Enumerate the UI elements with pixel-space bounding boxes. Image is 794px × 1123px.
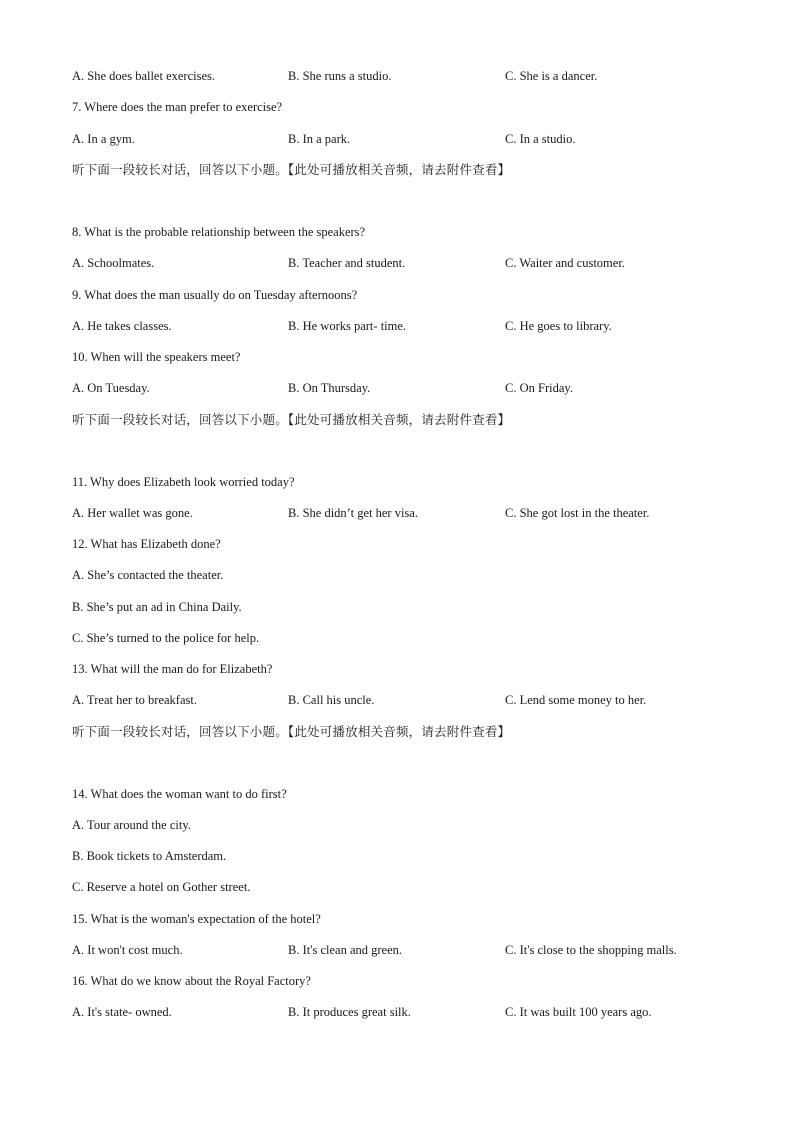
option-b: B. In a park.	[288, 132, 351, 146]
question-8: 8. What is the probable relationship between the speakers?	[72, 225, 366, 239]
question-10: 10. When will the speakers meet?	[72, 350, 241, 364]
option-a: A. He takes classes.	[72, 319, 172, 333]
audio-instruction: 听下面一段较长对话，回答以下小题。【此处可播放相关音频，请去附件查看】	[72, 162, 511, 177]
option-c: C. Lend some money to her.	[505, 693, 647, 707]
audio-instruction: 听下面一段较长对话，回答以下小题。【此处可播放相关音频，请去附件查看】	[72, 412, 511, 427]
option-a: A. It's state- owned.	[72, 1005, 172, 1019]
option-b: B. It's clean and green.	[288, 943, 403, 957]
question-13: 13. What will the man do for Elizabeth?	[72, 662, 273, 676]
option-a: A. Her wallet was gone.	[72, 506, 193, 520]
option-c: C. She’s turned to the police for help.	[72, 631, 260, 645]
question-11: 11. Why does Elizabeth look worried today?	[72, 475, 295, 489]
option-c: C. On Friday.	[505, 381, 573, 395]
option-b: B. She didn’t get her visa.	[288, 506, 418, 520]
option-c: C. Reserve a hotel on Gother street.	[72, 880, 251, 894]
option-c: C. She is a dancer.	[505, 69, 598, 83]
option-c: C. She got lost in the theater.	[505, 506, 650, 520]
audio-instruction: 听下面一段较长对话，回答以下小题。【此处可播放相关音频，请去附件查看】	[72, 724, 511, 739]
option-b: B. She runs a studio.	[288, 69, 392, 83]
question-9: 9. What does the man usually do on Tuesday afternoons?	[72, 288, 358, 302]
option-b: B. On Thursday.	[288, 381, 371, 395]
question-16: 16. What do we know about the Royal Factory?	[72, 974, 311, 988]
option-a: A. On Tuesday.	[72, 381, 150, 395]
option-c: C. It was built 100 years ago.	[505, 1005, 652, 1019]
question-12: 12. What has Elizabeth done?	[72, 537, 221, 551]
option-a: A. It won't cost much.	[72, 943, 183, 957]
option-a: A. She’s contacted the theater.	[72, 568, 224, 582]
question-7: 7. Where does the man prefer to exercise?	[72, 100, 283, 114]
option-a: A. She does ballet exercises.	[72, 69, 216, 83]
option-b: B. It produces great silk.	[288, 1005, 411, 1019]
option-a: A. Treat her to breakfast.	[72, 693, 197, 707]
option-b: B. Call his uncle.	[288, 693, 375, 707]
question-14: 14. What does the woman want to do first?	[72, 787, 287, 801]
option-b: B. She’s put an ad in China Daily.	[72, 600, 242, 614]
option-c: C. He goes to library.	[505, 319, 612, 333]
option-a: A. In a gym.	[72, 132, 135, 146]
option-a: A. Schoolmates.	[72, 256, 155, 270]
option-c: C. Waiter and customer.	[505, 256, 625, 270]
option-b: B. Book tickets to Amsterdam.	[72, 849, 227, 863]
option-c: C. It's close to the shopping malls.	[505, 943, 677, 957]
option-b: B. He works part- time.	[288, 319, 407, 333]
question-15: 15. What is the woman's expectation of the hotel?	[72, 912, 321, 926]
option-b: B. Teacher and student.	[288, 256, 406, 270]
option-a: A. Tour around the city.	[72, 818, 191, 832]
option-c: C. In a studio.	[505, 132, 576, 146]
